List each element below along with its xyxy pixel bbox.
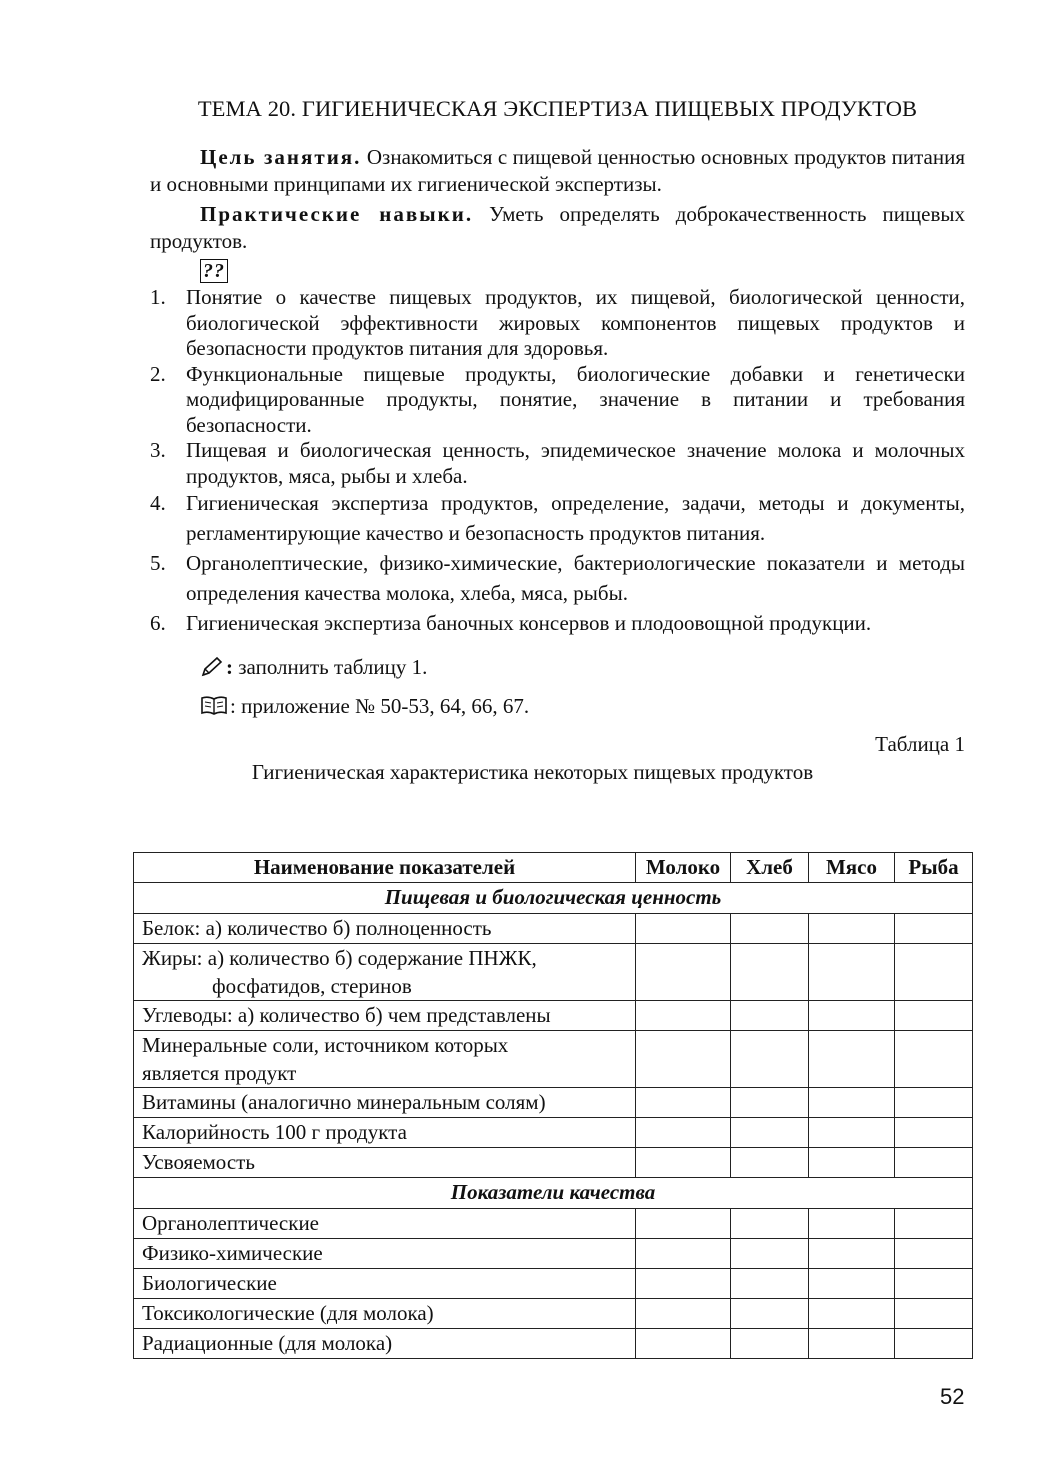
table-cell — [809, 1269, 895, 1299]
table-cell — [809, 1299, 895, 1329]
table-cell — [731, 1209, 809, 1239]
table-row — [134, 914, 973, 944]
list-item-text: Функциональные пищевые продукты, биологические добавки и генетически модифицированные продукты, понятие, значение в питании и требования безопасности. — [186, 361, 965, 437]
table-cell — [809, 1148, 895, 1178]
row-label-line2: является продукт — [142, 1061, 297, 1085]
row-label-line1: Жиры: а) количество б) содержание ПНЖК, — [142, 946, 537, 970]
table-cell — [636, 1269, 731, 1299]
table-cell — [895, 1118, 973, 1148]
row-label: Белок: а) количество б) полноценность — [134, 914, 636, 944]
column-header: Мясо — [809, 853, 895, 883]
table-caption: Гигиеническая характеристика некоторых пищевых продуктов — [251, 759, 814, 784]
row-label — [134, 1031, 636, 1088]
table-number: Таблица 1 — [875, 731, 965, 756]
list-item-text: Органолептические, физико-химические, бактериологические показатели и методы определения качества молока, хлеба, мяса, рыбы. — [186, 551, 965, 605]
table-cell — [809, 1118, 895, 1148]
table-row — [134, 1239, 973, 1269]
list-item-number: 2. — [150, 361, 166, 386]
task-prefix: : — [226, 654, 233, 679]
table-cell — [731, 1088, 809, 1118]
table-row — [134, 1269, 973, 1299]
table-cell — [895, 1299, 973, 1329]
row-label: Витамины (аналогично минеральным солям) — [134, 1088, 636, 1118]
list-item — [150, 362, 965, 439]
column-header: Молоко — [636, 853, 731, 883]
row-label: Радиационные (для молока) — [134, 1329, 636, 1359]
table-cell — [731, 1329, 809, 1359]
list-item-number: 5. — [150, 551, 166, 575]
list-item-number: 1. — [150, 285, 166, 309]
table-cell — [731, 1239, 809, 1269]
table-row — [134, 1088, 973, 1118]
section-row — [134, 1178, 973, 1209]
table-cell — [895, 1269, 973, 1299]
questions-icon: ?? — [200, 259, 228, 283]
table-cell — [809, 1239, 895, 1269]
table-cell — [895, 1001, 973, 1031]
row-label-line2: фосфатидов, стеринов — [212, 974, 412, 998]
row-label: Физико-химические — [134, 1239, 636, 1269]
list-item — [150, 438, 965, 489]
task-line — [200, 653, 965, 681]
table-cell — [809, 914, 895, 944]
list-item-number: 3. — [150, 438, 166, 462]
table-cell — [809, 1209, 895, 1239]
table-cell — [636, 1001, 731, 1031]
table-cell — [636, 1299, 731, 1329]
row-label: Калорийность 100 г продукта — [134, 1118, 636, 1148]
pencil-icon — [200, 656, 224, 678]
table-cell — [636, 944, 731, 1001]
row-label: Органолептические — [134, 1209, 636, 1239]
table-cell — [636, 914, 731, 944]
page-number: 52 — [940, 1384, 965, 1409]
list-item-text: Понятие о качестве пищевых продуктов, их пищевой, биологической ценности, биологической эффективности жировых компонентов пищевых продуктов и безопасности продуктов питания для здоровья. — [186, 285, 965, 360]
table-cell — [895, 1031, 973, 1088]
table-cell — [636, 1031, 731, 1088]
table-row — [134, 1148, 973, 1178]
table-cell — [731, 1118, 809, 1148]
table-cell — [809, 1088, 895, 1118]
table-cell — [731, 1299, 809, 1329]
goal-text: Ознакомиться с пищевой ценностью основных продуктов питания и основными принципами их гигиенической экспертизы. — [150, 145, 965, 196]
section-title: Пищевая и биологическая ценность — [134, 883, 973, 914]
row-label-line1: Минеральные соли, источником которых — [142, 1033, 509, 1057]
table-cell — [731, 944, 809, 1001]
column-header: Наименование показателей — [134, 853, 636, 883]
table-row — [134, 1209, 973, 1239]
table-cell — [895, 1329, 973, 1359]
section-row — [134, 883, 973, 914]
goal-paragraph — [150, 144, 965, 198]
goal-lead: Цель занятия. — [200, 145, 362, 169]
table-cell — [731, 1001, 809, 1031]
table-cell — [731, 1148, 809, 1178]
table-cell — [636, 1148, 731, 1178]
table-cell — [809, 944, 895, 1001]
column-header: Хлеб — [731, 853, 809, 883]
table-cell — [809, 1031, 895, 1088]
list-item-number: 4. — [150, 491, 166, 515]
table-cell — [895, 1088, 973, 1118]
list-item-text: Гигиеническая экспертиза продуктов, определение, задачи, методы и документы, регламентирующие качество и безопасность продуктов питания. — [186, 491, 965, 545]
row-label: Токсикологические (для молока) — [134, 1299, 636, 1329]
table-cell — [636, 1239, 731, 1269]
page-title: ТЕМА 20. ГИГИЕНИЧЕСКАЯ ЭКСПЕРТИЗА ПИЩЕВЫХ ПРОДУКТОВ — [197, 96, 918, 121]
task-text: заполнить таблицу 1. — [238, 654, 428, 679]
table-cell — [895, 1148, 973, 1178]
list-item — [150, 489, 965, 548]
document-page — [150, 96, 965, 786]
row-label: Углеводы: а) количество б) чем представлены — [134, 1001, 636, 1031]
skills-lead: Практические навыки. — [200, 202, 474, 226]
table-header-row — [134, 853, 973, 883]
column-header: Рыба — [895, 853, 973, 883]
table-cell — [895, 1209, 973, 1239]
table-cell — [731, 1031, 809, 1088]
questions-list — [150, 285, 965, 639]
reference-text: : приложение № 50-53, 64, 66, 67. — [230, 693, 530, 718]
list-item — [150, 609, 965, 639]
list-item — [150, 285, 965, 362]
table-cell — [895, 944, 973, 1001]
questions-marker — [200, 259, 965, 283]
table-row — [134, 1118, 973, 1148]
table-cell — [636, 1118, 731, 1148]
table-cell — [731, 1269, 809, 1299]
skills-paragraph — [150, 201, 965, 255]
list-item-text: Пищевая и биологическая ценность, эпидемическое значение молока и молочных продуктов, мяса, рыбы и хлеба. — [186, 438, 965, 488]
characteristics-table — [133, 852, 973, 1359]
table-row — [134, 1031, 973, 1088]
book-icon — [200, 695, 228, 717]
list-item — [150, 549, 965, 608]
row-label — [134, 944, 636, 1001]
table-cell — [809, 1001, 895, 1031]
skills-text: Уметь определять доброкачественность пищевых продуктов. — [150, 202, 966, 253]
table-cell — [895, 1239, 973, 1269]
list-item-text: Гигиеническая экспертиза баночных консервов и плодоовощной продукции. — [186, 611, 872, 635]
table-cell — [636, 1209, 731, 1239]
table-row — [134, 1299, 973, 1329]
table-row — [134, 1001, 973, 1031]
section-title: Показатели качества — [134, 1178, 973, 1209]
table-cell — [809, 1329, 895, 1359]
table-cell — [636, 1088, 731, 1118]
table-row — [134, 1329, 973, 1359]
table-cell — [895, 914, 973, 944]
table-cell — [636, 1329, 731, 1359]
table-cell — [731, 914, 809, 944]
reference-line — [200, 692, 965, 720]
row-label: Усвояемость — [134, 1148, 636, 1178]
list-item-number: 6. — [150, 611, 166, 635]
table-row — [134, 944, 973, 1001]
row-label: Биологические — [134, 1269, 636, 1299]
